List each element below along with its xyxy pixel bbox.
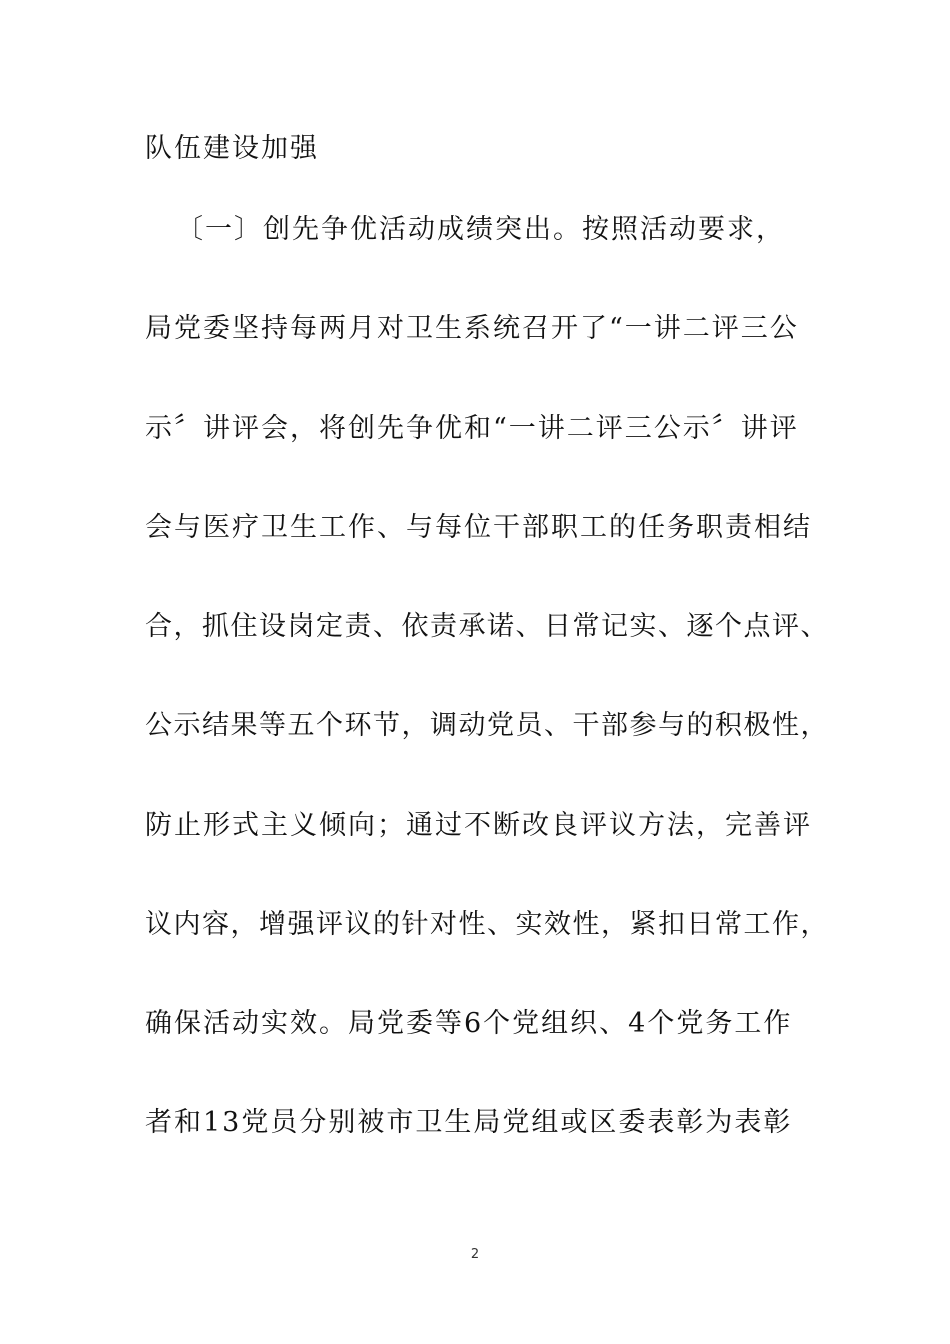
text-line-4: 示〞讲评会，将创先争优和“一讲二评三公示〞讲评	[145, 413, 799, 444]
text-line-3: 局党委坚持每两月对卫生系统召开了“一讲二评三公	[145, 313, 799, 344]
text-line-9: 议内容，增强评议的针对性、实效性，紧扣日常工作，	[145, 909, 829, 940]
text-line-7: 公示结果等五个环节，调动党员、干部参与的积极性，	[145, 710, 829, 741]
text-line-6: 合，抓住设岗定责、依责承诺、日常记实、逐个点评、	[145, 611, 829, 642]
text-line-2: 〔一〕创先争优活动成绩突出。按照活动要求，	[176, 214, 785, 245]
text-line-10: 确保活动实效。局党委等6个党组织、4个党务工作	[145, 1008, 793, 1039]
text-line-1: 队伍建设加强	[145, 133, 319, 164]
text-line-8: 防止形式主义倾向；通过不断改良评议方法，完善评	[145, 810, 812, 841]
text-line-11: 者和13党员分别被市卫生局党组或区委表彰为表彰	[145, 1107, 793, 1138]
text-line-5: 会与医疗卫生工作、与每位干部职工的任务职责相结	[145, 512, 812, 543]
page-number: 2	[470, 1247, 480, 1262]
